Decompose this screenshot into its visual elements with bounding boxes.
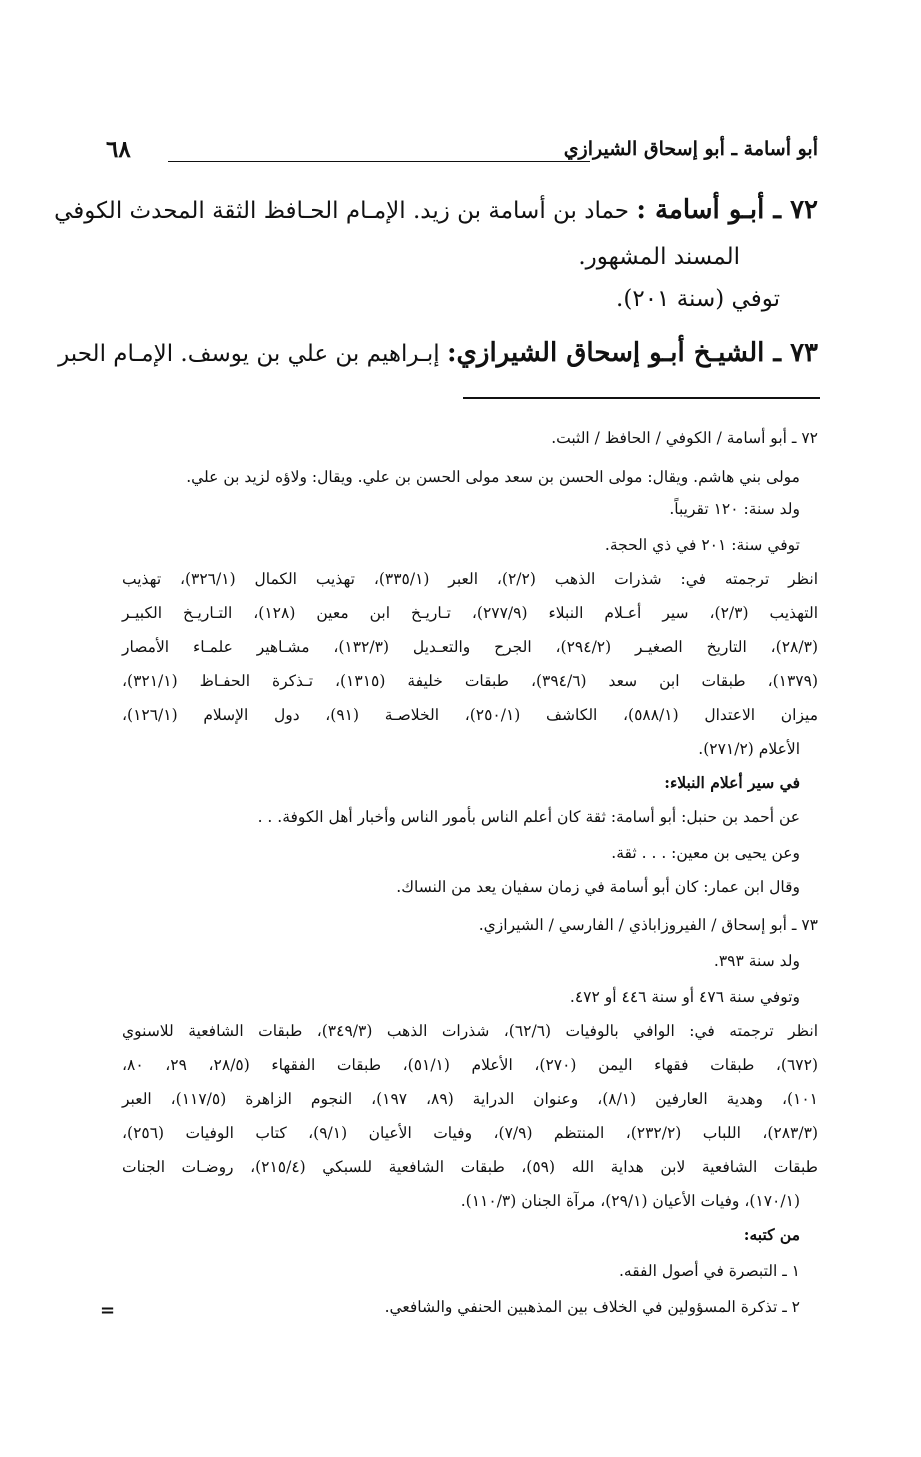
note-73-books-heading: من كتبه: [743,1225,800,1244]
note-72-sources-line: انظر ترجمته في: شذرات الذهب (٢/٢)، العبر (٣٣٥/١)، تهذيب الكمال (٣٢٦/١)، تهذيب [122,570,818,588]
running-header [106,138,818,174]
note-73-sources-line: ١٠١)، وهدية العارفين (٨/١)، وعنوان الدراية (٨٩، ١٩٧)، النجوم الزاهرة (١١٧/٥)، العبر [122,1090,818,1108]
continuation-mark: = [100,1300,116,1321]
footnote-divider [463,397,820,399]
entry-72-heading: ٧٢ ـ أبـو أسامة : [636,195,818,225]
note-73-book-item: ٢ ـ تذكرة المسؤولين في الخلاف بين المذهبين الحنفي والشافعي. [384,1298,800,1316]
entry-73-heading: ٧٣ ـ الشيـخ أبـو إسحاق الشيرازي: [446,338,818,368]
note-73-sources-line: (١٧٠/١)، وفيات الأعيان (٢٩/١)، مرآة الجنان (١١٠/٣). [460,1192,800,1210]
note-72-sources-line: الأعلام (٢٧١/٢). [698,740,800,758]
entry-72-death: توفي (سنة ٢٠١). [616,286,780,312]
entry-72-line-2: المسند المشهور. [578,244,740,270]
entry-73-line-1 [58,336,818,371]
note-72-died: توفي سنة: ٢٠١ في ذي الحجة. [604,536,800,554]
page-number: ٦٨ [106,136,131,163]
entry-72-text: حماد بن أسامة بن زيد. الإمـام الحـافظ الثقة المحدث الكوفي [54,198,630,224]
note-72-sources-line: التهذيب (٢/٣)، سير أعـلام النبلاء (٢٧٧/٩)، تـاريـخ ابن معين (١٢٨)، التـاريـخ الكبيـر [122,604,818,622]
header-title: أبو أسامة ـ أبو إسحاق الشيرازي [563,138,818,160]
note-72-mawla: مولى بني هاشم. ويقال: مولى الحسن بن سعد مولى الحسن بن علي. ويقال: ولاؤه لزيد بن علي. [186,468,800,486]
note-72-sources-line: (٢٨/٣)، التاريخ الصغيـر (٢٩٤/٢)، الجرح والتعـديل (١٣٢/٣)، مشـاهير علمـاء الأمصار [122,638,818,656]
note-73-sources-line: (٢٨٣/٣)، اللباب (٢٣٢/٢)، المنتظم (٧/٩)، وفيات الأعيان (٩/١)، كتاب الوفيات (٢٥٦)، [122,1124,818,1142]
note-72-sources-line: ميزان الاعتدال (٥٨٨/١)، الكاشف (٢٥٠/١)، الخلاصـة (٩١)، دول الإسلام (١٢٦/١)، [122,706,819,724]
note-72-quote: وقال ابن عمار: كان أبو أسامة في زمان سفيان يعد من النساك. [396,878,800,896]
entry-72-line-1 [54,193,818,228]
note-73-heading: ٧٣ ـ أبو إسحاق / الفيروزاباذي / الفارسي / الشيرازي. [478,916,818,934]
note-73-sources-line: (٦٧٢)، طبقات فقهاء اليمن (٢٧٠)، الأعلام (٥١/١)، طبقات الفقهاء (٢٨/٥، ٢٩، ٨٠، [122,1056,818,1074]
entry-73-text: إبـراهيم بن علي بن يوسف. الإمـام الحبر [58,341,440,367]
note-72-born: ولد سنة: ١٢٠ تقريباً. [669,500,800,518]
note-73-book-item: ١ ـ التبصرة في أصول الفقه. [618,1262,800,1280]
note-72-heading: ٧٢ ـ أبو أسامة / الكوفي / الحافظ / الثبت. [551,429,818,447]
header-rule [168,161,590,162]
note-72-quote: عن أحمد بن حنبل: أبو أسامة: ثقة كان أعلم الناس بأمور الناس وأخبار أهل الكوفة. . . [257,808,800,826]
note-73-sources-line: انظر ترجمته في: الوافي بالوفيات (٦٢/٦)، شذرات الذهب (٣٤٩/٣)، طبقات الشافعية للاسنوي [122,1022,819,1040]
note-72-quote: وعن يحيى بن معين: . . . ثقة. [611,844,800,862]
note-73-died: وتوفي سنة ٤٧٦ أو سنة ٤٤٦ أو ٤٧٢. [569,988,800,1006]
note-73-born: ولد سنة ٣٩٣. [713,952,800,970]
note-72-sources-line: (١٣٧٩)، طبقات ابن سعد (٣٩٤/٦)، طبقات خليفة (١٣١٥)، تـذكرة الحفـاظ (٣٢١/١)، [122,672,818,690]
note-72-siyar-heading: في سير أعلام النبلاء: [664,773,800,792]
note-73-sources-line: طبقات الشافعية لابن هداية الله (٥٩)، طبقات الشافعية للسبكي (٢١٥/٤)، روضـات الجنات [122,1158,819,1176]
